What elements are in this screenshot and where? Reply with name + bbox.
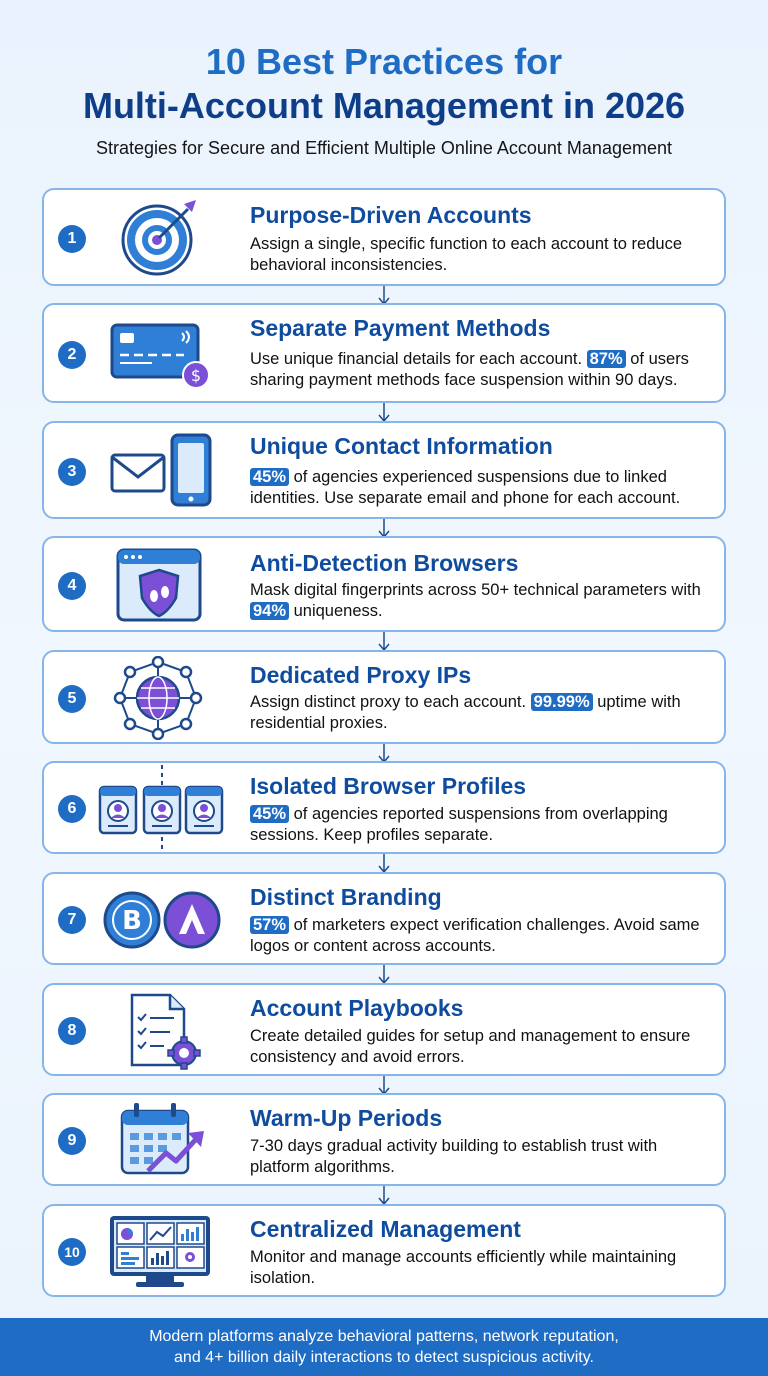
step-number: 9: [58, 1127, 86, 1155]
down-arrow-icon: [377, 403, 391, 423]
down-arrow-icon: [377, 632, 391, 652]
practice-card-2: [42, 303, 726, 403]
desc-text: Monitor and manage accounts efficiently while maintaining isolation.: [250, 1248, 677, 1287]
step-number: 10: [58, 1238, 86, 1266]
step-number: 4: [58, 572, 86, 600]
browser-shield-icon: [104, 548, 214, 624]
card-description: [250, 915, 718, 956]
card-description: [250, 1247, 718, 1288]
dashboard-monitor-icon: [104, 1214, 214, 1290]
desc-text: of agencies reported suspensions from overlapping sessions. Keep profiles separate.: [250, 805, 668, 844]
step-number: 7: [58, 906, 86, 934]
brand-logos-icon: [102, 890, 222, 950]
desc-text: Use unique financial details for each account.: [250, 350, 587, 368]
stat-badge: 87%: [587, 350, 626, 368]
practice-card-1: [42, 188, 726, 286]
envelope-phone-icon: [104, 433, 214, 509]
stat-badge: 45%: [250, 805, 289, 823]
desc-text: Create detailed guides for setup and management to ensure consistency and avoid errors.: [250, 1027, 691, 1066]
stat-badge: 94%: [250, 602, 289, 620]
card-title: Warm-Up Periods: [250, 1105, 443, 1131]
stat-badge: 45%: [250, 468, 289, 486]
down-arrow-icon: [377, 854, 391, 874]
card-title: Anti-Detection Browsers: [250, 550, 519, 576]
desc-text: Assign a single, specific function to each account to reduce behavioral inconsistencies.: [250, 235, 683, 274]
credit-card-icon: [104, 319, 214, 391]
desc-text: of users sharing payment methods face suspension within 90 days.: [250, 350, 689, 389]
card-title: Centralized Management: [250, 1216, 521, 1242]
card-title: Distinct Branding: [250, 884, 442, 910]
step-number: 3: [58, 458, 86, 486]
page-subtitle: Strategies for Secure and Efficient Multiple Online Account Management: [96, 138, 672, 158]
card-description: [250, 580, 718, 621]
desc-text: Mask digital fingerprints across 50+ technical parameters with: [250, 581, 701, 599]
step-number: 5: [58, 685, 86, 713]
title-line-1: 10 Best Practices for: [205, 41, 563, 82]
practice-card-9: [42, 1093, 726, 1186]
card-title: Unique Contact Information: [250, 433, 553, 459]
step-number: 6: [58, 795, 86, 823]
desc-text: of marketers expect verification challenges. Avoid same logos or content across accounts.: [250, 916, 700, 955]
practice-card-4: [42, 536, 726, 632]
checklist-gear-icon: [104, 991, 214, 1071]
card-title: Account Playbooks: [250, 995, 464, 1021]
card-description: [250, 804, 718, 845]
stat-badge: 57%: [250, 916, 289, 934]
practice-card-3: [42, 421, 726, 519]
card-description: [250, 692, 718, 733]
card-title: Purpose-Driven Accounts: [250, 202, 532, 228]
footer-line-1: Modern platforms analyze behavioral patterns, network reputation,: [149, 1328, 619, 1345]
footer-line-2: and 4+ billion daily interactions to detect suspicious activity.: [174, 1349, 594, 1366]
desc-text: 7-30 days gradual activity building to establish trust with platform algorithms.: [250, 1137, 658, 1176]
browser-profiles-icon: [98, 765, 228, 853]
step-number: 8: [58, 1017, 86, 1045]
target-icon: [104, 196, 214, 280]
card-description: [250, 1026, 718, 1067]
practice-card-5: [42, 650, 726, 744]
desc-text: uptime with residential proxies.: [250, 693, 681, 732]
globe-network-icon: [104, 656, 214, 740]
practice-card-7: [42, 872, 726, 965]
desc-text: Assign distinct proxy to each account.: [250, 693, 531, 711]
practice-card-10: [42, 1204, 726, 1297]
card-description: [250, 467, 718, 508]
step-number: 1: [58, 225, 86, 253]
stat-badge: 99.99%: [531, 693, 593, 711]
footer-banner: [0, 1318, 768, 1376]
desc-text: uniqueness.: [289, 601, 383, 620]
card-title: Isolated Browser Profiles: [250, 773, 527, 799]
svg-text:B: B: [122, 906, 142, 936]
page-title: [0, 40, 768, 128]
card-title: Separate Payment Methods: [250, 315, 551, 341]
practice-card-8: [42, 983, 726, 1076]
title-line-2: Multi-Account Management in 2026: [82, 85, 686, 126]
desc-text: of agencies experienced suspensions due to linked identities. Use separate email and phone for each account.: [250, 468, 681, 507]
down-arrow-icon: [377, 1186, 391, 1206]
svg-text:$: $: [190, 366, 202, 385]
practice-card-6: [42, 761, 726, 854]
down-arrow-icon: [377, 965, 391, 985]
step-number: 2: [58, 341, 86, 369]
card-description: [250, 1136, 718, 1177]
card-title: Dedicated Proxy IPs: [250, 662, 472, 688]
card-description: [250, 234, 718, 275]
calendar-growth-icon: [104, 1101, 214, 1181]
card-description: [250, 349, 718, 390]
